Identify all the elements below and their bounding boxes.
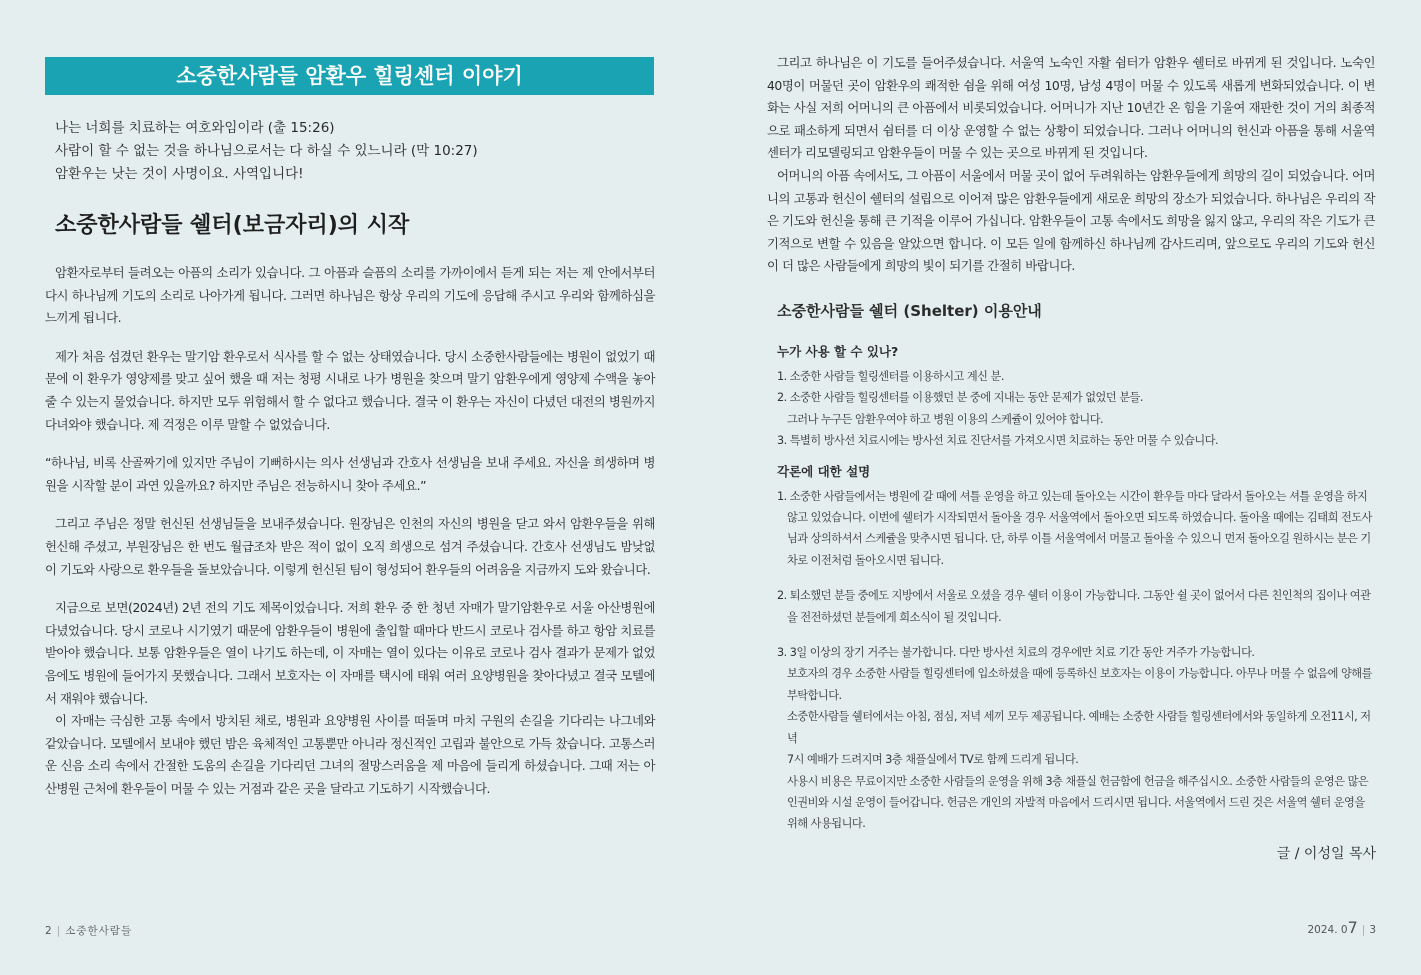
left-page <box>0 0 710 975</box>
issue-year: 2024. 0 <box>1307 924 1348 936</box>
paragraph: 이 자매는 극심한 고통 속에서 방치된 채로, 병원과 요양병원 사이를 떠돌며 마치 구원의 손길을 기다리는 나그네와 같았습니다. 모텔에서 보내야 했던 밤은 육체적인 고통뿐만 아니라 정신적인 고립과 불안으로 가득 찼습니다. 고통스러운 신음 소리 속에서 간절한 도움의 손길을 기다리던 그녀의 절망스러움을 제 마음에 들리게 하셨습니다. 그때 저는 아산병원 근처에 환우들이 머물 수 있는 거점과 같은 곳을 달라고 기도하기 시작했습니다. <box>45 713 655 796</box>
list-item: 위해 사용됩니다. <box>787 817 866 831</box>
verse-block <box>55 117 655 186</box>
paragraph: 제가 처음 섬겼던 환우는 말기암 환우로서 식사를 할 수 없는 상태였습니다. 당시 소중한사람들에는 병원이 없었기 때문에 이 환우가 영양제를 맞고 싶어 했을 때 저는 청평 시내로 나가 병원을 찾으며 말기 암환우에게 영양제 수액을 놓아줄 수 있는지 물었습니다. 하지만 모두 위험해서 할 수 없다고 했습니다. 결국 이 환우는 자신이 다녔던 대전의 병원까지 다녀와야 했습니다. 제 걱정은 이루 말할 수 없었습니다. <box>45 348 655 432</box>
author-credit: 글 / 이성일 목사 <box>1276 846 1376 862</box>
spacer <box>777 452 1377 462</box>
issue-month: 7 <box>1347 918 1358 937</box>
footer-left <box>45 923 132 938</box>
list-item: 소중한사람들 쉘터에서는 아침, 점심, 저녁 세끼 모두 제공됩니다. 예배는 소중한 사람들 힐링센터에서와 동일하게 오전11시, 저녁 <box>787 710 1371 745</box>
paragraph: 지금으로 보면(2024년) 2년 전의 기도 제목이었습니다. 저희 환우 중 한 청년 자매가 말기암환우로 서울 아산병원에 다녔었습니다. 당시 코로나 시기였기 때문에 암환우들이 병원에 출입할 때마다 반드시 코로나 검사를 하고 항암 치료를 받아야 했습니다. 보통 암환우들은 열이 나기도 하는데, 이 자매는 열이 있다는 이유로 코로나 검사 결과가 문제가 없었음에도 병원에 들어가지 못했습니다. 그래서 보호자는 이 자매를 택시에 태워 여러 요양병원을 찾아다녔고 결국 모텔에서 재워야 했습니다. <box>45 600 655 706</box>
list-item: 3. 3일 이상의 장기 거주는 불가합니다. 다만 방사선 치료의 경우에만 치료 기간 동안 거주가 가능합니다. <box>777 646 1255 660</box>
list-item: 인권비와 시설 운영이 들어갑니다. 헌금은 개인의 자발적 마음에서 드리시면 됩니다. 서울역에서 드린 것은 서울역 쉘터 운영을 <box>787 795 1365 809</box>
list-item: 그러나 누구든 암환우여야 하고 병원 이용의 스케쥴이 있어야 합니다. <box>787 412 1104 426</box>
paragraph: 암환자로부터 들려오는 아픔의 소리가 있습니다. 그 아픔과 슬픔의 소리를 가까이에서 듣게 되는 저는 제 안에서부터 다시 하나님께 기도의 소리로 나아가게 됩니다. 그러면 하나님은 항상 우리의 기도에 응답해 주시고 우리와 함께하심을 느끼게 됩니다. <box>45 265 655 326</box>
list-item: 2. 소중한 사람들 힐링센터를 이용했던 분 중에 지내는 동안 문제가 없었던 분들. <box>777 391 1143 405</box>
verse-line: 나는 너희를 치료하는 여호와임이라 (출 15:26) <box>55 120 335 136</box>
verse-line: 암환우는 낫는 것이 사명이요. 사역입니다! <box>55 166 304 182</box>
quote-paragraph: “하나님, 비록 산골짜기에 있지만 주님이 기뻐하시는 의사 선생님과 간호사 선생님을 보내 주세요. 자신을 희생하며 병원을 시작할 분이 과연 있을까요? 하지만 주님은 전능하시니 찾아 주세요.” <box>45 455 655 493</box>
footer-right <box>1308 918 1377 937</box>
spacer <box>777 571 1377 585</box>
list-item: 않고 있었습니다. 이번에 쉘터가 시작되면서 돌아올 경우 서울역에서 돌아오면 되도록 하였습니다. 돌아올 때에는 김태희 전도사 <box>787 511 1372 525</box>
list-item: 님과 상의하셔서 스케쥴을 맞추시면 됩니다. 단, 하루 이틀 서울역에서 머물고 돌아올 수 있으니 먼저 돌아오길 원하시는 분은 기 <box>787 532 1371 546</box>
list-item: 사용시 비용은 무료이지만 소중한 사람들의 운영을 위해 3층 채플실 헌금함에 헌금을 해주십시오. 소중한 사람들의 운영은 많은 <box>787 774 1369 788</box>
article-body <box>45 262 655 816</box>
paragraph: 그리고 하나님은 이 기도를 들어주셨습니다. 서울역 노숙인 자활 쉼터가 암환우 쉘터로 바뀌게 된 것입니다. 노숙인 40명이 머물던 곳이 암환우의 쾌적한 쉼을 위해 여성 10명, 남성 4명이 머물 수 있도록 새롭게 변화되었습니다. 이 변화는 사실 저희 어머니의 큰 아픔에서 비롯되었습니다. 어머니가 지난 10년간 온 힘을 기울여 재판한 것이 거의 최종적으로 패소하게 되면서 쉼터를 더 이상 운영할 수 없는 상황이 되었습니다. 그러나 어머니의 헌신과 아픔을 통해 서울역 센터가 리모델링되고 암환우들이 머물 수 있는 곳으로 바뀌게 된 것입니다. <box>767 55 1375 161</box>
shelter-guide <box>777 342 1377 835</box>
page-number: 3 <box>1369 924 1376 936</box>
list-item: 3. 특별히 방사선 치료시에는 방사선 치료 진단서를 가져오시면 치료하는 동안 머물 수 있습니다. <box>777 434 1219 448</box>
list-item: 부탁합니다. <box>787 688 842 702</box>
list-item: 보호자의 경우 소중한 사람들 힐링센터에 입소하셨을 때에 등록하신 보호자는 이용이 가능합니다. 아무나 머물 수 없음에 양해를 <box>787 667 1372 681</box>
list-item: 2. 퇴소했던 분들 중에도 지방에서 서울로 오셨을 경우 쉘터 이용이 가능합니다. 그동안 쉴 곳이 없어서 다른 친인척의 집이나 여관 <box>777 589 1371 603</box>
list-item: 1. 소중한 사람들 힐링센터를 이용하시고 계신 분. <box>777 370 1004 383</box>
spacer <box>777 628 1377 642</box>
list-item: 을 전전하셨던 분들에게 희소식이 될 것입니다. <box>787 610 1002 624</box>
right-page <box>711 0 1421 975</box>
detail-heading: 각론에 대한 설명 <box>777 463 871 479</box>
footer-divider: | <box>56 925 62 937</box>
list-item: 차로 이전처럼 돌아오시면 됩니다. <box>787 553 944 567</box>
footer-divider: | <box>1361 924 1366 936</box>
guide-heading: 소중한사람들 쉘터 (Shelter) 이용안내 <box>777 302 1042 320</box>
list-item: 1. 소중한 사람들에서는 병원에 갈 때에 셔틀 운영을 하고 있는데 돌아오는 시간이 환우들 마다 달라서 돌아오는 셔틀 운영을 하지 <box>777 489 1368 503</box>
magazine-name: 소중한사람들 <box>65 925 133 937</box>
verse-line: 사람이 할 수 없는 것을 하나님으로서는 다 하실 수 있느니라 (막 10:27) <box>55 143 478 159</box>
page-number: 2 <box>45 925 53 937</box>
article-heading: 소중한사람들 쉘터(보금자리)의 시작 <box>55 213 410 238</box>
section-banner: 소중한사람들 암환우 힐링센터 이야기 <box>45 57 654 95</box>
article-body-continued <box>767 52 1375 294</box>
who-heading: 누가 사용 할 수 있나? <box>777 344 899 359</box>
paragraph: 그리고 주님은 정말 헌신된 선생님들을 보내주셨습니다. 원장님은 인천의 자신의 병원을 닫고 와서 암환우들을 위해 헌신해 주셨고, 부원장님은 한 번도 월급조차 받은 적이 없이 오직 희생으로 섬겨 주셨습니다. 간호사 선생님도 밤낮없이 기도와 사랑으로 환우들을 돌보았습니다. 이렇게 헌신된 팀이 형성되어 환우들의 어려움을 지금까지 도와 왔습니다. <box>45 516 655 577</box>
list-item: 7시 예배가 드려지며 3층 채플실에서 TV로 함께 드리게 됩니다. <box>787 753 1079 767</box>
paragraph: 어머니의 아픔 속에서도, 그 아픔이 서울에서 머물 곳이 없어 두려워하는 암환우들에게 희망의 길이 되었습니다. 어머니의 고통과 헌신이 쉘터의 설립으로 이어져 많은 암환우들에게 새로운 희망의 장소가 되었습니다. 하나님은 우리의 작은 기도와 헌신을 통해 큰 기적을 이루어 가십니다. 암환우들이 고통 속에서도 희망을 잃지 않고, 우리의 작은 기도가 큰 기적으로 변할 수 있음을 알았으면 합니다. 이 모든 일에 함께하신 하나님께 감사드리며, 앞으로도 우리의 기도와 헌신이 더 많은 사람들에게 희망의 빛이 되기를 간절히 바랍니다. <box>767 167 1375 274</box>
